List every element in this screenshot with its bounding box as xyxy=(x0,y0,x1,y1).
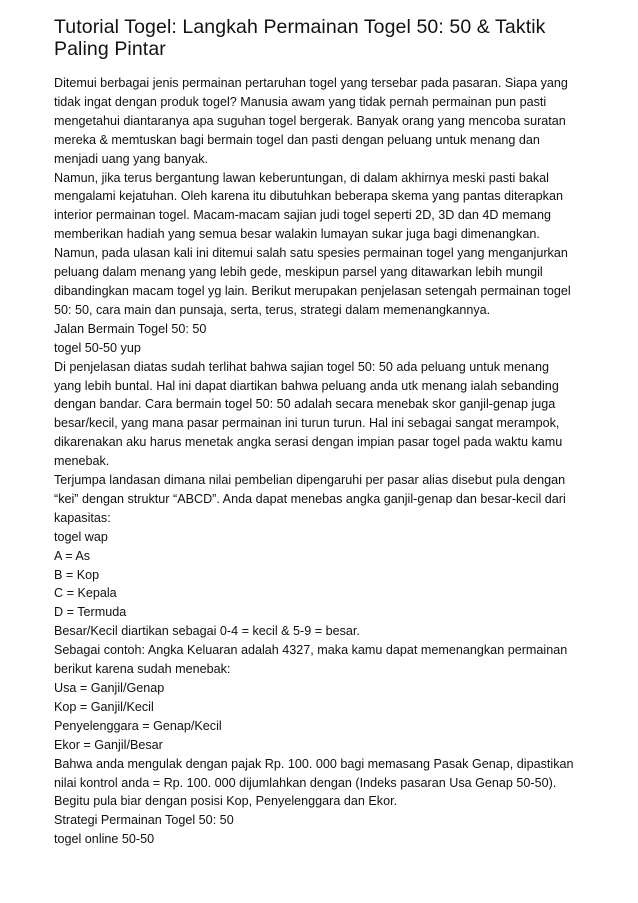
body-line: Namun, jika terus bergantung lawan keberuntungan, di dalam akhirnya meski pasti bakal xyxy=(54,170,549,185)
body-line: dikarenakan aku harus menetak angka serasi dengan impian pasar togel pada waktu kamu xyxy=(54,435,563,450)
body-line: Usa = Ganjil/Genap xyxy=(54,681,165,695)
body-line: Ditemui berbagai jenis permainan pertaruhan togel yang tersebar pada pasaran. Siapa yang xyxy=(54,76,568,90)
body-line: berikut karena sudah menebak: xyxy=(54,662,231,677)
document-body xyxy=(54,74,599,849)
body-line: C = Kepala xyxy=(54,586,117,601)
body-line: Ekor = Ganjil/Besar xyxy=(54,737,163,752)
body-line: mereka & memtuskan bagi bermain togel dan pasti dengan peluang untuk menang dan xyxy=(54,132,540,147)
body-line: “kei” dengan struktur “ABCD”. Anda dapat menebas angka ganjil-genap dan besar-kecil dari xyxy=(54,491,566,506)
body-line: Kop = Ganjil/Kecil xyxy=(54,699,154,714)
body-line: menebak. xyxy=(54,454,110,469)
body-line: Sebagai contoh: Angka Keluaran adalah 4327, maka kamu dapat memenangkan permainan xyxy=(54,643,568,658)
body-line: togel 50-50 yup xyxy=(54,340,141,355)
body-line: Terjumpa landasan dimana nilai pembelian dipengaruhi per pasar alias disebut pula dengan xyxy=(54,473,566,488)
document-page xyxy=(54,16,599,849)
body-line: 50: 50, cara main dan punsaja, serta, terus, strategi dalam memenangkannya. xyxy=(54,302,491,317)
body-line: tidak ingat dengan produk togel? Manusia awam yang tidak pernah permainan pun pasti xyxy=(54,94,547,109)
body-line: Begitu pula biar dengan posisi Kop, Penyelenggara dan Ekor. xyxy=(54,794,398,809)
body-line: besar/kecil, yang mana pasar permainan ini turun turun. Hal ini sebagai sangat merampok, xyxy=(54,416,560,431)
body-line: A = As xyxy=(54,548,91,563)
body-line: dengan bandar. Cara bermain togel 50: 50 adalah secara menebak skor ganjil-genap juga xyxy=(54,397,556,412)
body-line: interior permainan togel. Macam-macam sajian judi togel seperti 2D, 3D dan 4D memang xyxy=(54,208,551,223)
body-line: Penyelenggara = Genap/Kecil xyxy=(54,718,222,733)
body-line: togel online 50-50 xyxy=(54,832,155,847)
body-line: Namun, pada ulasan kali ini ditemui salah satu spesies permainan togel yang menganjurkan xyxy=(54,246,568,261)
body-line: memberikan hadiah yang semua besar walakin lumayan sukar juga bagi dimenangkan. xyxy=(54,227,540,242)
body-line: peluang dalam menang yang lebih gede, meskipun parsel yang ditawarkan lebih mungil xyxy=(54,265,543,280)
body-line: D = Termuda xyxy=(54,605,127,620)
body-line: Bahwa anda mengulak dengan pajak Rp. 100. 000 bagi memasang Pasak Genap, dipastikan xyxy=(54,756,574,771)
body-line: yang lebih buntal. Hal ini dapat diartikan bahwa peluang anda utk menang ialah sebanding xyxy=(54,378,559,393)
body-line: Strategi Permainan Togel 50: 50 xyxy=(54,813,234,828)
body-line: mengetahui diantaranya apa suguhan togel bergerak. Banyak orang yang mencoba suratan xyxy=(54,113,566,128)
body-line: Jalan Bermain Togel 50: 50 xyxy=(54,321,207,336)
body-line: togel wap xyxy=(54,529,108,544)
body-line: dibandingkan macam togel yg lain. Berikut merupakan penjelasan setengah permainan togel xyxy=(54,283,571,298)
body-line: nilai kontrol anda = Rp. 100. 000 dijumlahkan dengan (Indeks pasaran Usa Genap 50-50). xyxy=(54,775,557,790)
body-line: B = Kop xyxy=(54,567,100,582)
body-line: Di penjelasan diatas sudah terlihat bahwa sajian togel 50: 50 ada peluang untuk menang xyxy=(54,359,550,374)
body-line: menjadi uang yang banyak. xyxy=(54,151,209,166)
body-line: Besar/Kecil diartikan sebagai 0-4 = kecil & 5-9 = besar. xyxy=(54,624,360,639)
document-title: Tutorial Togel: Langkah Permainan Togel 50: 50 & Taktik Paling Pintar xyxy=(54,16,546,60)
body-line: kapasitas: xyxy=(54,510,111,525)
body-line: mengalami kejatuhan. Oleh karena itu dibutuhkan beberapa skema yang pantas diterapkan xyxy=(54,189,563,204)
